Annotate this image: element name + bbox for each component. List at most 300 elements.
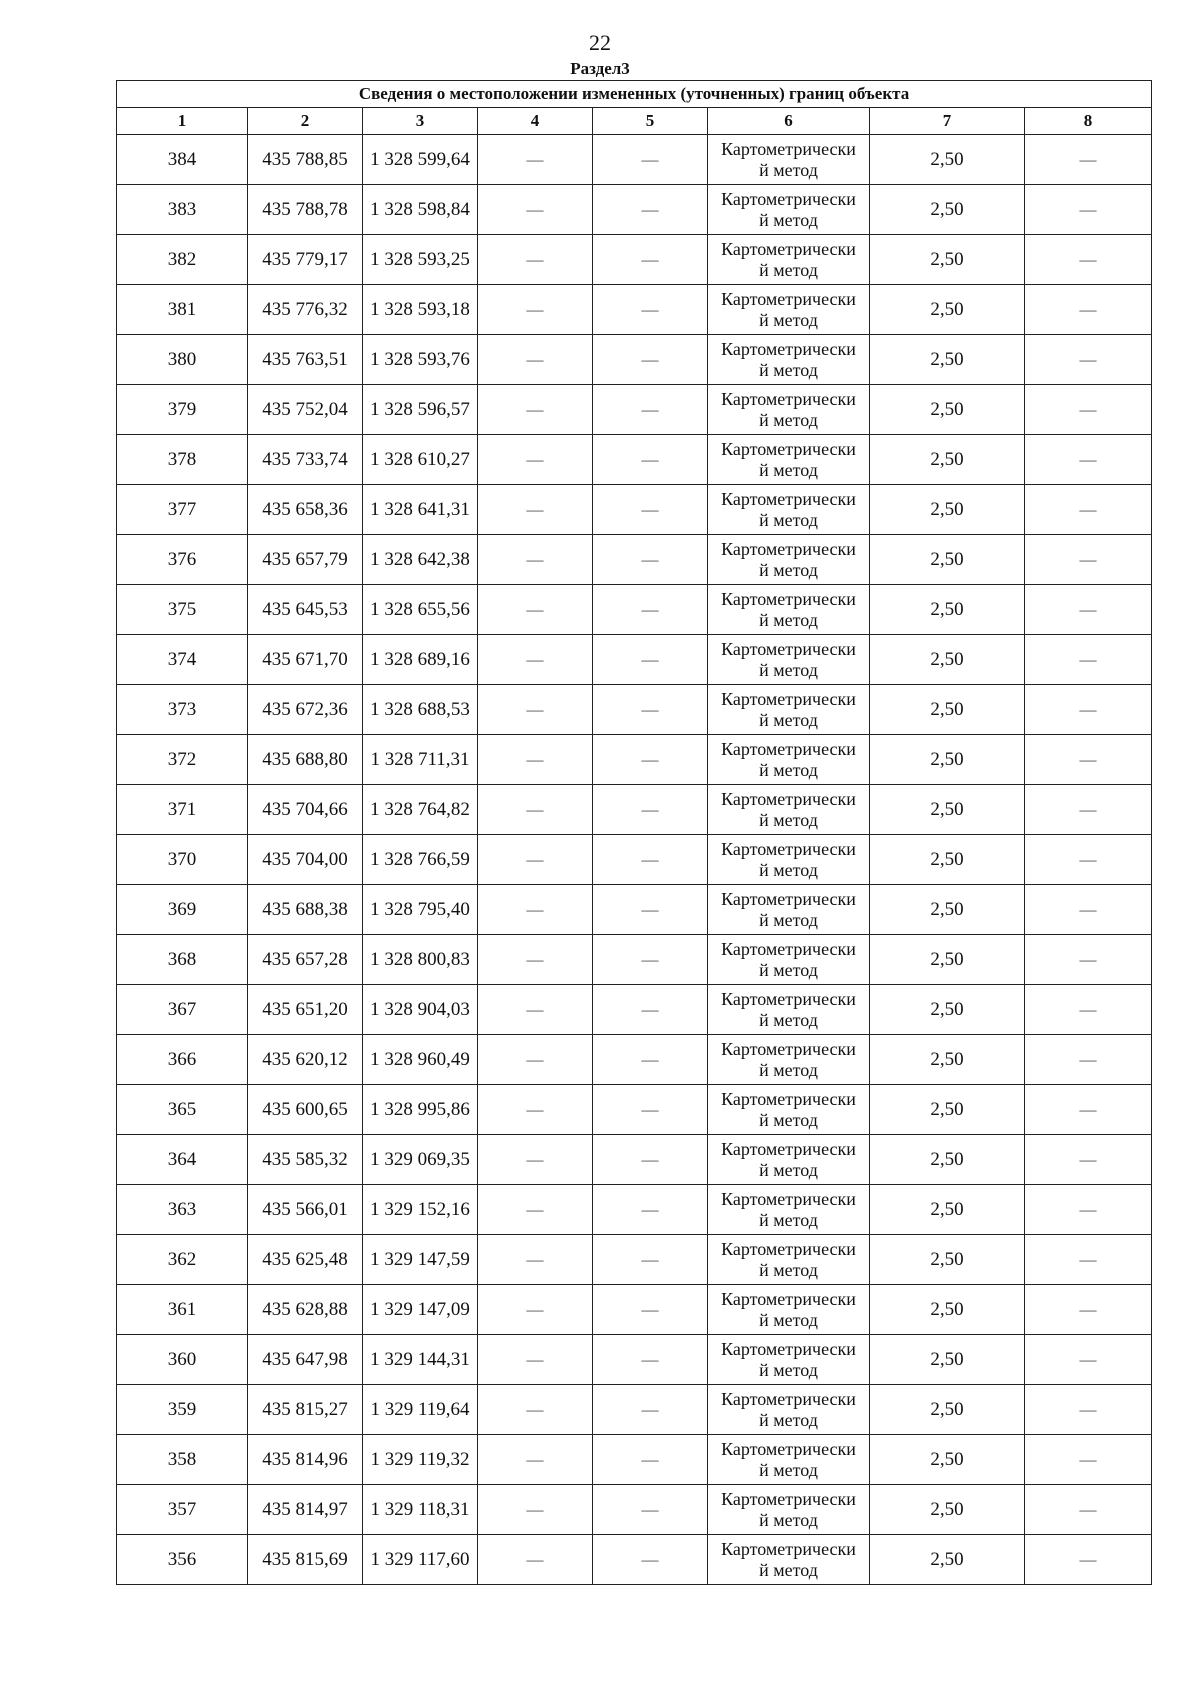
y-coordinate-cell: 1 328 795,40 <box>363 885 478 935</box>
accuracy-cell: 2,50 <box>870 1235 1025 1285</box>
method-cell <box>708 935 870 985</box>
column-5-cell: — <box>593 585 708 635</box>
accuracy-cell: 2,50 <box>870 1185 1025 1235</box>
column-4-cell: — <box>478 185 593 235</box>
column-8-cell: — <box>1025 1385 1152 1435</box>
column-5-cell: — <box>593 1285 708 1335</box>
table-row <box>117 1185 1152 1235</box>
table-row <box>117 1235 1152 1285</box>
point-number-cell: 372 <box>117 735 248 785</box>
column-8-cell: — <box>1025 1535 1152 1585</box>
y-coordinate-cell: 1 328 593,76 <box>363 335 478 385</box>
x-coordinate-cell: 435 672,36 <box>248 685 363 735</box>
point-number-cell: 362 <box>117 1235 248 1285</box>
column-number: 5 <box>593 108 708 135</box>
column-8-cell: — <box>1025 1235 1152 1285</box>
x-coordinate-cell: 435 815,27 <box>248 1385 363 1435</box>
point-number-cell: 370 <box>117 835 248 885</box>
method-label-line2: й метод <box>759 1159 818 1180</box>
point-number-cell: 368 <box>117 935 248 985</box>
column-4-cell: — <box>478 1435 593 1485</box>
method-label-line1: Картометрически <box>721 238 856 259</box>
x-coordinate-cell: 435 628,88 <box>248 1285 363 1335</box>
x-coordinate-cell: 435 763,51 <box>248 335 363 385</box>
accuracy-cell: 2,50 <box>870 1335 1025 1385</box>
method-cell <box>708 385 870 435</box>
column-4-cell: — <box>478 1385 593 1435</box>
table-row <box>117 935 1152 985</box>
method-label-line1: Картометрически <box>721 188 856 209</box>
x-coordinate-cell: 435 814,97 <box>248 1485 363 1535</box>
column-5-cell: — <box>593 1185 708 1235</box>
column-8-cell: — <box>1025 335 1152 385</box>
column-number: 7 <box>870 108 1025 135</box>
accuracy-cell: 2,50 <box>870 1435 1025 1485</box>
column-5-cell: — <box>593 235 708 285</box>
column-number: 6 <box>708 108 870 135</box>
method-cell <box>708 685 870 735</box>
column-5-cell: — <box>593 535 708 585</box>
method-label-line2: й метод <box>759 1309 818 1330</box>
y-coordinate-cell: 1 329 119,32 <box>363 1435 478 1485</box>
column-4-cell: — <box>478 1035 593 1085</box>
accuracy-cell: 2,50 <box>870 535 1025 585</box>
point-number-cell: 381 <box>117 285 248 335</box>
table-row <box>117 1435 1152 1485</box>
point-number-cell: 371 <box>117 785 248 835</box>
table-title: Сведения о местоположении измененных (уточненных) границ объекта <box>117 81 1152 108</box>
table-row <box>117 1335 1152 1385</box>
column-4-cell: — <box>478 635 593 685</box>
column-5-cell: — <box>593 635 708 685</box>
column-number: 3 <box>363 108 478 135</box>
method-cell <box>708 435 870 485</box>
table-row <box>117 535 1152 585</box>
column-5-cell: — <box>593 285 708 335</box>
method-label-line1: Картометрически <box>721 638 856 659</box>
method-label-line1: Картометрически <box>721 1138 856 1159</box>
method-cell <box>708 735 870 785</box>
table-row <box>117 135 1152 185</box>
table-row <box>117 685 1152 735</box>
x-coordinate-cell: 435 788,78 <box>248 185 363 235</box>
table-row <box>117 1285 1152 1335</box>
x-coordinate-cell: 435 733,74 <box>248 435 363 485</box>
point-number-cell: 375 <box>117 585 248 635</box>
method-label-line1: Картометрически <box>721 738 856 759</box>
column-4-cell: — <box>478 335 593 385</box>
point-number-cell: 358 <box>117 1435 248 1485</box>
y-coordinate-cell: 1 328 711,31 <box>363 735 478 785</box>
column-5-cell: — <box>593 885 708 935</box>
table-row <box>117 635 1152 685</box>
method-label-line2: й метод <box>759 1559 818 1580</box>
method-label-line1: Картометрически <box>721 1388 856 1409</box>
method-label-line1: Картометрически <box>721 1488 856 1509</box>
x-coordinate-cell: 435 688,80 <box>248 735 363 785</box>
y-coordinate-cell: 1 328 593,18 <box>363 285 478 335</box>
column-4-cell: — <box>478 935 593 985</box>
y-coordinate-cell: 1 329 118,31 <box>363 1485 478 1535</box>
table-row <box>117 1035 1152 1085</box>
method-cell <box>708 135 870 185</box>
column-8-cell: — <box>1025 185 1152 235</box>
method-label-line2: й метод <box>759 809 818 830</box>
accuracy-cell: 2,50 <box>870 1085 1025 1135</box>
method-cell <box>708 335 870 385</box>
method-label-line2: й метод <box>759 609 818 630</box>
y-coordinate-cell: 1 329 117,60 <box>363 1535 478 1585</box>
y-coordinate-cell: 1 329 119,64 <box>363 1385 478 1435</box>
column-5-cell: — <box>593 135 708 185</box>
y-coordinate-cell: 1 329 144,31 <box>363 1335 478 1385</box>
table-body <box>117 135 1152 1585</box>
method-cell <box>708 1535 870 1585</box>
column-8-cell: — <box>1025 1335 1152 1385</box>
x-coordinate-cell: 435 788,85 <box>248 135 363 185</box>
column-8-cell: — <box>1025 1285 1152 1335</box>
point-number-cell: 383 <box>117 185 248 235</box>
column-8-cell: — <box>1025 1085 1152 1135</box>
x-coordinate-cell: 435 704,00 <box>248 835 363 885</box>
method-label-line2: й метод <box>759 659 818 680</box>
y-coordinate-cell: 1 328 596,57 <box>363 385 478 435</box>
accuracy-cell: 2,50 <box>870 735 1025 785</box>
column-8-cell: — <box>1025 1185 1152 1235</box>
method-label-line1: Картометрически <box>721 1238 856 1259</box>
method-label-line2: й метод <box>759 909 818 930</box>
x-coordinate-cell: 435 815,69 <box>248 1535 363 1585</box>
page-number: 22 <box>589 30 611 55</box>
method-cell <box>708 1285 870 1335</box>
column-8-cell: — <box>1025 935 1152 985</box>
method-cell <box>708 985 870 1035</box>
column-8-cell: — <box>1025 585 1152 635</box>
point-number-cell: 379 <box>117 385 248 435</box>
y-coordinate-cell: 1 328 995,86 <box>363 1085 478 1135</box>
method-cell <box>708 235 870 285</box>
method-label-line2: й метод <box>759 559 818 580</box>
column-number: 2 <box>248 108 363 135</box>
column-4-cell: — <box>478 535 593 585</box>
accuracy-cell: 2,50 <box>870 935 1025 985</box>
method-label-line1: Картометрически <box>721 288 856 309</box>
table-row <box>117 435 1152 485</box>
method-label-line1: Картометрически <box>721 1088 856 1109</box>
table-row <box>117 585 1152 635</box>
method-cell <box>708 1085 870 1135</box>
column-8-cell: — <box>1025 1485 1152 1535</box>
point-number-cell: 367 <box>117 985 248 1035</box>
column-5-cell: — <box>593 335 708 385</box>
column-8-cell: — <box>1025 735 1152 785</box>
method-cell <box>708 535 870 585</box>
table-row <box>117 1535 1152 1585</box>
y-coordinate-cell: 1 328 904,03 <box>363 985 478 1035</box>
point-number-cell: 357 <box>117 1485 248 1535</box>
accuracy-cell: 2,50 <box>870 985 1025 1035</box>
y-coordinate-cell: 1 329 147,59 <box>363 1235 478 1285</box>
method-label-line2: й метод <box>759 1059 818 1080</box>
column-5-cell: — <box>593 1335 708 1385</box>
table-row <box>117 485 1152 535</box>
column-4-cell: — <box>478 885 593 935</box>
column-5-cell: — <box>593 835 708 885</box>
y-coordinate-cell: 1 329 147,09 <box>363 1285 478 1335</box>
method-label-line1: Картометрически <box>721 888 856 909</box>
y-coordinate-cell: 1 328 593,25 <box>363 235 478 285</box>
y-coordinate-cell: 1 328 800,83 <box>363 935 478 985</box>
x-coordinate-cell: 435 600,65 <box>248 1085 363 1135</box>
x-coordinate-cell: 435 704,66 <box>248 785 363 835</box>
column-5-cell: — <box>593 1485 708 1535</box>
column-8-cell: — <box>1025 835 1152 885</box>
column-5-cell: — <box>593 185 708 235</box>
table-row <box>117 1085 1152 1135</box>
y-coordinate-cell: 1 328 764,82 <box>363 785 478 835</box>
column-8-cell: — <box>1025 685 1152 735</box>
method-label-line2: й метод <box>759 309 818 330</box>
x-coordinate-cell: 435 671,70 <box>248 635 363 685</box>
method-label-line2: й метод <box>759 959 818 980</box>
column-8-cell: — <box>1025 1435 1152 1485</box>
method-label-line2: й метод <box>759 1459 818 1480</box>
method-label-line1: Картометрически <box>721 488 856 509</box>
y-coordinate-cell: 1 328 641,31 <box>363 485 478 535</box>
method-label-line2: й метод <box>759 1409 818 1430</box>
point-number-cell: 382 <box>117 235 248 285</box>
method-label-line1: Картометрически <box>721 1538 856 1559</box>
accuracy-cell: 2,50 <box>870 1535 1025 1585</box>
column-8-cell: — <box>1025 885 1152 935</box>
column-5-cell: — <box>593 985 708 1035</box>
y-coordinate-cell: 1 329 069,35 <box>363 1135 478 1185</box>
method-label-line2: й метод <box>759 509 818 530</box>
accuracy-cell: 2,50 <box>870 635 1025 685</box>
accuracy-cell: 2,50 <box>870 385 1025 435</box>
x-coordinate-cell: 435 752,04 <box>248 385 363 435</box>
method-label-line2: й метод <box>759 759 818 780</box>
point-number-cell: 384 <box>117 135 248 185</box>
column-8-cell: — <box>1025 135 1152 185</box>
column-4-cell: — <box>478 135 593 185</box>
point-number-cell: 377 <box>117 485 248 535</box>
method-cell <box>708 835 870 885</box>
method-cell <box>708 1035 870 1085</box>
y-coordinate-cell: 1 328 688,53 <box>363 685 478 735</box>
column-5-cell: — <box>593 1435 708 1485</box>
method-cell <box>708 585 870 635</box>
column-8-cell: — <box>1025 1035 1152 1085</box>
method-label-line2: й метод <box>759 1209 818 1230</box>
column-5-cell: — <box>593 485 708 535</box>
point-number-cell: 376 <box>117 535 248 585</box>
column-number-row <box>117 108 1152 135</box>
column-4-cell: — <box>478 685 593 735</box>
column-4-cell: — <box>478 735 593 785</box>
method-label-line2: й метод <box>759 159 818 180</box>
column-4-cell: — <box>478 385 593 435</box>
y-coordinate-cell: 1 328 598,84 <box>363 185 478 235</box>
column-5-cell: — <box>593 785 708 835</box>
table-row <box>117 1385 1152 1435</box>
column-8-cell: — <box>1025 985 1152 1035</box>
method-label-line2: й метод <box>759 1259 818 1280</box>
table-title-row <box>117 81 1152 108</box>
point-number-cell: 361 <box>117 1285 248 1335</box>
method-label-line1: Картометрически <box>721 138 856 159</box>
method-cell <box>708 1385 870 1435</box>
table-row <box>117 335 1152 385</box>
accuracy-cell: 2,50 <box>870 235 1025 285</box>
method-cell <box>708 635 870 685</box>
method-label-line2: й метод <box>759 1009 818 1030</box>
point-number-cell: 360 <box>117 1335 248 1385</box>
method-cell <box>708 1235 870 1285</box>
column-number: 1 <box>117 108 248 135</box>
accuracy-cell: 2,50 <box>870 435 1025 485</box>
x-coordinate-cell: 435 776,32 <box>248 285 363 335</box>
column-8-cell: — <box>1025 235 1152 285</box>
column-8-cell: — <box>1025 385 1152 435</box>
column-4-cell: — <box>478 1485 593 1535</box>
method-label-line1: Картометрически <box>721 938 856 959</box>
point-number-cell: 380 <box>117 335 248 385</box>
x-coordinate-cell: 435 688,38 <box>248 885 363 935</box>
boundary-coordinates-table <box>116 80 1152 1585</box>
point-number-cell: 363 <box>117 1185 248 1235</box>
method-label-line2: й метод <box>759 459 818 480</box>
method-cell <box>708 285 870 335</box>
accuracy-cell: 2,50 <box>870 285 1025 335</box>
table-row <box>117 885 1152 935</box>
accuracy-cell: 2,50 <box>870 135 1025 185</box>
method-label-line1: Картометрически <box>721 1038 856 1059</box>
method-label-line1: Картометрически <box>721 1438 856 1459</box>
column-5-cell: — <box>593 435 708 485</box>
method-label-line1: Картометрически <box>721 388 856 409</box>
method-label-line1: Картометрически <box>721 538 856 559</box>
column-5-cell: — <box>593 1235 708 1285</box>
x-coordinate-cell: 435 566,01 <box>248 1185 363 1235</box>
accuracy-cell: 2,50 <box>870 335 1025 385</box>
y-coordinate-cell: 1 328 689,16 <box>363 635 478 685</box>
accuracy-cell: 2,50 <box>870 1135 1025 1185</box>
column-5-cell: — <box>593 735 708 785</box>
x-coordinate-cell: 435 657,28 <box>248 935 363 985</box>
column-4-cell: — <box>478 835 593 885</box>
method-cell <box>708 1135 870 1185</box>
column-5-cell: — <box>593 1085 708 1135</box>
column-4-cell: — <box>478 1235 593 1285</box>
method-label-line2: й метод <box>759 359 818 380</box>
method-label-line2: й метод <box>759 209 818 230</box>
method-cell <box>708 885 870 935</box>
table-row <box>117 385 1152 435</box>
accuracy-cell: 2,50 <box>870 485 1025 535</box>
method-label-line1: Картометрически <box>721 338 856 359</box>
column-8-cell: — <box>1025 1135 1152 1185</box>
column-5-cell: — <box>593 385 708 435</box>
accuracy-cell: 2,50 <box>870 885 1025 935</box>
column-4-cell: — <box>478 435 593 485</box>
column-8-cell: — <box>1025 435 1152 485</box>
y-coordinate-cell: 1 329 152,16 <box>363 1185 478 1235</box>
column-8-cell: — <box>1025 785 1152 835</box>
table-row <box>117 235 1152 285</box>
method-label-line1: Картометрически <box>721 1188 856 1209</box>
table-row <box>117 185 1152 235</box>
column-5-cell: — <box>593 1135 708 1185</box>
point-number-cell: 366 <box>117 1035 248 1085</box>
method-label-line2: й метод <box>759 1359 818 1380</box>
table-row <box>117 735 1152 785</box>
y-coordinate-cell: 1 328 642,38 <box>363 535 478 585</box>
column-4-cell: — <box>478 1135 593 1185</box>
method-label-line1: Картометрически <box>721 438 856 459</box>
table-row <box>117 1135 1152 1185</box>
table-row <box>117 1485 1152 1535</box>
method-label-line1: Картометрически <box>721 588 856 609</box>
method-label-line1: Картометрически <box>721 1338 856 1359</box>
column-8-cell: — <box>1025 285 1152 335</box>
accuracy-cell: 2,50 <box>870 1385 1025 1435</box>
method-cell <box>708 1185 870 1235</box>
y-coordinate-cell: 1 328 960,49 <box>363 1035 478 1085</box>
point-number-cell: 364 <box>117 1135 248 1185</box>
accuracy-cell: 2,50 <box>870 785 1025 835</box>
method-cell <box>708 485 870 535</box>
x-coordinate-cell: 435 779,17 <box>248 235 363 285</box>
column-4-cell: — <box>478 285 593 335</box>
point-number-cell: 374 <box>117 635 248 685</box>
accuracy-cell: 2,50 <box>870 1035 1025 1085</box>
column-4-cell: — <box>478 1535 593 1585</box>
column-number: 4 <box>478 108 593 135</box>
x-coordinate-cell: 435 647,98 <box>248 1335 363 1385</box>
point-number-cell: 369 <box>117 885 248 935</box>
column-4-cell: — <box>478 985 593 1035</box>
column-5-cell: — <box>593 1385 708 1435</box>
accuracy-cell: 2,50 <box>870 585 1025 635</box>
method-label-line2: й метод <box>759 259 818 280</box>
point-number-cell: 359 <box>117 1385 248 1435</box>
method-label-line1: Картометрически <box>721 988 856 1009</box>
column-5-cell: — <box>593 1535 708 1585</box>
column-8-cell: — <box>1025 635 1152 685</box>
accuracy-cell: 2,50 <box>870 835 1025 885</box>
method-label-line2: й метод <box>759 1109 818 1130</box>
y-coordinate-cell: 1 328 610,27 <box>363 435 478 485</box>
y-coordinate-cell: 1 328 655,56 <box>363 585 478 635</box>
y-coordinate-cell: 1 328 766,59 <box>363 835 478 885</box>
x-coordinate-cell: 435 651,20 <box>248 985 363 1035</box>
method-label-line1: Картометрически <box>721 688 856 709</box>
column-4-cell: — <box>478 1085 593 1135</box>
x-coordinate-cell: 435 645,53 <box>248 585 363 635</box>
x-coordinate-cell: 435 625,48 <box>248 1235 363 1285</box>
table-row <box>117 985 1152 1035</box>
method-cell <box>708 785 870 835</box>
method-label-line1: Картометрически <box>721 788 856 809</box>
column-8-cell: — <box>1025 535 1152 585</box>
method-label-line2: й метод <box>759 409 818 430</box>
column-4-cell: — <box>478 585 593 635</box>
method-label-line2: й метод <box>759 709 818 730</box>
column-4-cell: — <box>478 485 593 535</box>
method-label-line1: Картометрически <box>721 838 856 859</box>
column-4-cell: — <box>478 1335 593 1385</box>
